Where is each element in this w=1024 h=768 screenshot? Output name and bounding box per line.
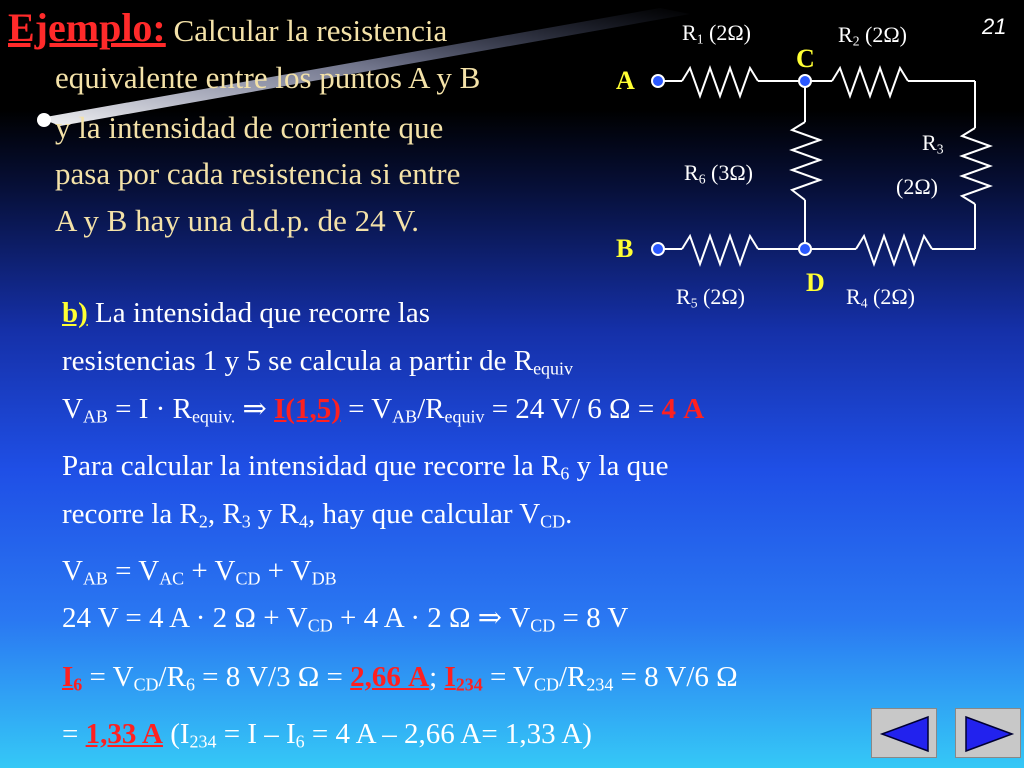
label-r3-name: $R_3$ — [922, 130, 944, 157]
body-line-6: $V_{AB} = V_{AC} + V_{CD} + V_{DB}$ — [62, 555, 337, 589]
slide-heading — [8, 4, 447, 51]
resistor-r4 — [856, 236, 932, 264]
title-text: Calcular la resistencia — [165, 13, 448, 48]
body-line-4: Para calcular la intensidad que recorre la $R_6$ y la que — [62, 450, 669, 484]
label-r3-value: (2Ω) — [896, 174, 939, 199]
result-2-66a: 2,66 A — [350, 661, 430, 693]
intro-line-4: A y B hay una d.d.p. de 24 V. — [55, 203, 419, 238]
current-i234: $I_{234}$ — [444, 661, 483, 695]
body-line-8: $I_6 = V_{CD}/R_6 = 8$ V/3 Ω = 2,66 A; $I_{234} = V_{CD}/R_{234} = 8$ V/6 Ω — [62, 661, 738, 695]
part-b-label: b) — [62, 297, 88, 329]
node-label-b: B — [616, 234, 634, 263]
current-i6: $I_6$ — [62, 661, 83, 695]
resistor-r6 — [792, 122, 820, 200]
body-line-2: resistencias 1 y 5 se calcula a partir de $R_{equiv}$ — [62, 345, 573, 379]
label-r4: $R_4$ (2Ω) — [846, 284, 916, 311]
left-arrow-icon — [872, 709, 938, 759]
right-arrow-icon — [956, 709, 1022, 759]
body-line-3: $V_{AB} = I \cdot R_{equiv.}$ ⇒ $I(1,5) = V_{AB}/R_{equiv} = 24$ V/ 6 Ω = 4 A — [62, 393, 705, 427]
intro-line-1: equivalente entre los puntos A y B — [55, 60, 481, 95]
intro-line-2: y la intensidad de corriente que — [55, 110, 444, 145]
result-1-33a: 1,33 A — [85, 718, 163, 750]
body-line-1: b) La intensidad que recorre las — [62, 297, 431, 329]
body-line-7: 24 V = 4 A · 2 $\Omega + V_{CD} + 4$ A · 2 Ω ⇒ $V_{CD} = 8$ V — [62, 602, 629, 636]
resistor-r5 — [682, 236, 758, 264]
node-label-d: D — [806, 268, 825, 297]
junction-c — [799, 75, 811, 87]
label-r1: $R_1$ (2Ω) — [682, 20, 752, 47]
intro-line-3: pasa por cada resistencia si entre — [55, 156, 461, 191]
label-r2: $R_2$ (2Ω) — [838, 22, 908, 49]
page-number: 21 — [982, 14, 1007, 39]
label-r5: $R_5$ (2Ω) — [676, 284, 746, 311]
circuit-diagram — [600, 40, 1000, 290]
node-label-a: A — [616, 66, 635, 95]
terminal-a — [652, 75, 664, 87]
body-line-5: recorre la $R_2$, $R_3$ y $R_4$, hay que calcular $V_{CD}$. — [62, 498, 573, 532]
prev-slide-button[interactable] — [871, 708, 937, 758]
node-label-c: C — [796, 44, 815, 73]
body-line-9: = 1,33 A ($I_{234} = I - I_6 = 4$ A – 2,66 A= 1,33 A) — [62, 718, 592, 752]
title-example-word: Ejemplo: — [8, 5, 166, 50]
current-i15: I(1,5) — [274, 393, 341, 425]
resistor-r2 — [832, 68, 908, 96]
result-4a: 4 A — [661, 393, 705, 425]
next-slide-button[interactable] — [955, 708, 1021, 758]
label-r6: $R_6$ (3Ω) — [684, 160, 754, 187]
terminal-b — [652, 243, 664, 255]
resistor-r3 — [962, 128, 990, 204]
junction-d — [799, 243, 811, 255]
resistor-r1 — [682, 68, 758, 96]
